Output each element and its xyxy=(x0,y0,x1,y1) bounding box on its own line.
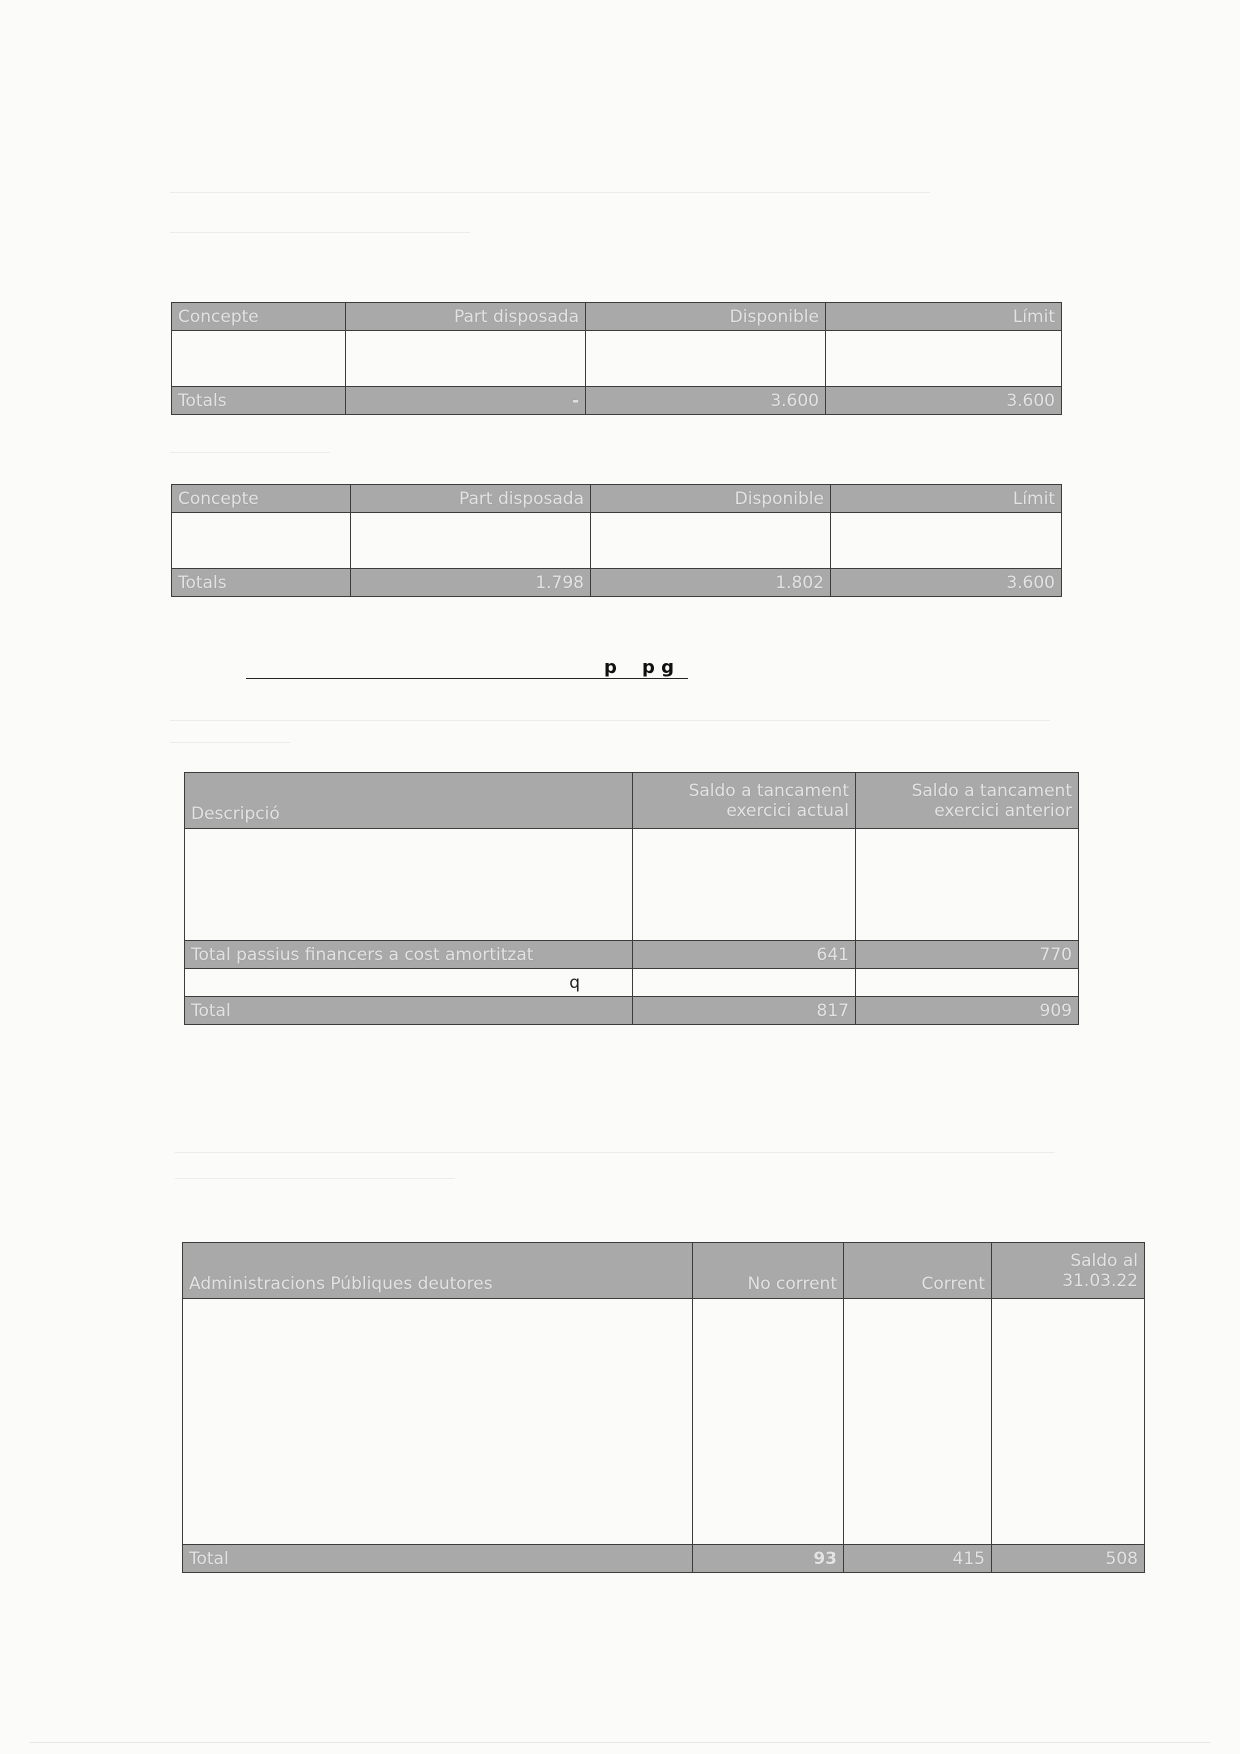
total-no-corrent: 93 xyxy=(693,1545,844,1573)
col-header-saldo: Saldo al 31.03.22 xyxy=(992,1243,1145,1299)
faint-text-line xyxy=(170,232,470,233)
table-cell xyxy=(844,1299,992,1545)
total-limit: 3.600 xyxy=(831,569,1062,597)
col-header-descripcio: Descripció xyxy=(185,773,633,829)
table-cell xyxy=(351,513,591,569)
col-header-administracions: Administracions Públiques deutores xyxy=(183,1243,693,1299)
financial-liabilities-table xyxy=(184,772,1079,1025)
col-header-disponible: Disponible xyxy=(591,485,831,513)
faint-text-line xyxy=(170,742,290,743)
credit-lines-table-1 xyxy=(171,302,1062,415)
table-cell xyxy=(185,969,633,997)
col-header-limit: Límit xyxy=(831,485,1062,513)
table-cell xyxy=(856,829,1079,941)
total-label: Total xyxy=(183,1545,693,1573)
table-cell xyxy=(826,331,1062,387)
faint-text-line xyxy=(175,1152,1055,1153)
total-part-disposada: 1.798 xyxy=(351,569,591,597)
col-header-saldo-anterior: Saldo a tancament exercici anterior xyxy=(856,773,1079,829)
faint-text-line xyxy=(170,720,1050,721)
table-cell xyxy=(346,331,586,387)
section-heading xyxy=(246,656,688,679)
faint-text-line xyxy=(170,452,330,453)
subtotal-label: Total passius financers a cost amortitzat xyxy=(185,941,633,969)
public-administrations-table xyxy=(182,1242,1145,1573)
table-cell xyxy=(633,969,856,997)
col-header-saldo-actual: Saldo a tancament exercici actual xyxy=(633,773,856,829)
table-cell xyxy=(183,1299,693,1545)
col-header-no-corrent: No corrent xyxy=(693,1243,844,1299)
total-saldo: 508 xyxy=(992,1545,1145,1573)
subtotal-actual: 641 xyxy=(633,941,856,969)
table-cell xyxy=(185,829,633,941)
total-label: Totals xyxy=(172,569,351,597)
table-cell xyxy=(831,513,1062,569)
faint-text-line xyxy=(175,1178,455,1179)
total-disponible: 3.600 xyxy=(586,387,826,415)
table-cell xyxy=(586,331,826,387)
faint-text-line xyxy=(170,192,930,193)
credit-lines-table-2 xyxy=(171,484,1062,597)
page-bottom-rule xyxy=(30,1742,1210,1743)
col-header-limit: Límit xyxy=(826,303,1062,331)
total-part-disposada: - xyxy=(346,387,586,415)
total-actual: 817 xyxy=(633,997,856,1025)
table-cell xyxy=(633,829,856,941)
subtotal-anterior: 770 xyxy=(856,941,1079,969)
total-limit: 3.600 xyxy=(826,387,1062,415)
total-label: Total xyxy=(185,997,633,1025)
col-header-corrent: Corrent xyxy=(844,1243,992,1299)
col-header-concepte: Concepte xyxy=(172,303,346,331)
table-cell xyxy=(856,969,1079,997)
row-fragment: q xyxy=(569,972,580,993)
table-cell xyxy=(693,1299,844,1545)
col-header-disponible: Disponible xyxy=(586,303,826,331)
total-label: Totals xyxy=(172,387,346,415)
total-corrent: 415 xyxy=(844,1545,992,1573)
total-disponible: 1.802 xyxy=(591,569,831,597)
table-cell xyxy=(992,1299,1145,1545)
col-header-concepte: Concepte xyxy=(172,485,351,513)
total-anterior: 909 xyxy=(856,997,1079,1025)
table-cell xyxy=(591,513,831,569)
col-header-part-disposada: Part disposada xyxy=(346,303,586,331)
section-heading-fragment: p p g xyxy=(604,657,674,678)
col-header-part-disposada: Part disposada xyxy=(351,485,591,513)
table-cell xyxy=(172,331,346,387)
table-cell xyxy=(172,513,351,569)
